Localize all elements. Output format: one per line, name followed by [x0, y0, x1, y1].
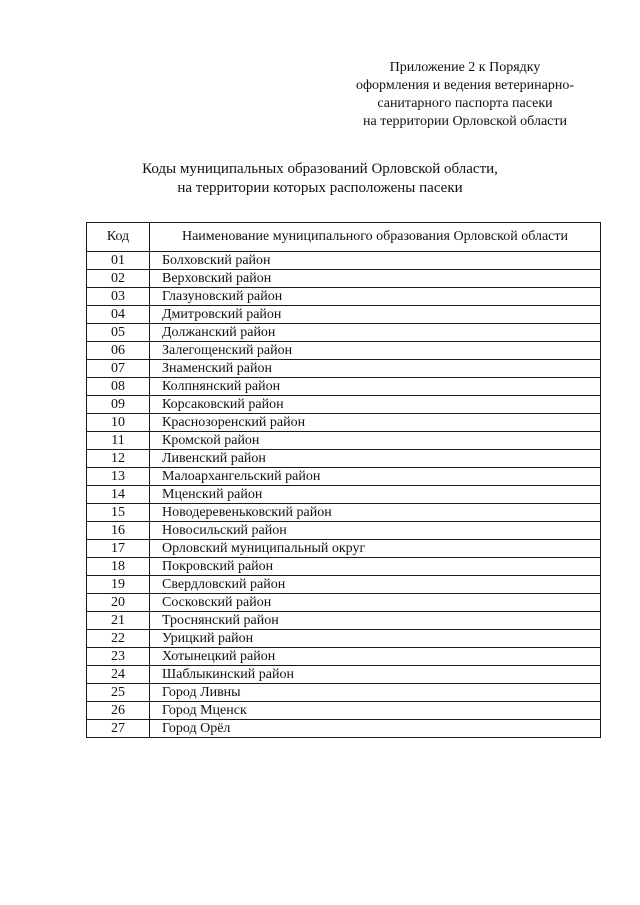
row-code: 07: [87, 360, 150, 378]
municipality-codes-table: [86, 222, 601, 738]
row-code: 25: [87, 684, 150, 702]
appendix-note: [330, 59, 600, 131]
table-row: [87, 720, 601, 738]
row-name: Свердловский район: [150, 576, 601, 594]
row-name: Новодеревеньковский район: [150, 504, 601, 522]
row-code: 02: [87, 270, 150, 288]
table-row: [87, 270, 601, 288]
row-code: 27: [87, 720, 150, 738]
table-row: [87, 450, 601, 468]
row-code: 13: [87, 468, 150, 486]
row-name: Ливенский район: [150, 450, 601, 468]
table-row: [87, 576, 601, 594]
row-name: Орловский муниципальный округ: [150, 540, 601, 558]
row-name: Дмитровский район: [150, 306, 601, 324]
row-code: 09: [87, 396, 150, 414]
row-name: Новосильский район: [150, 522, 601, 540]
table-row: [87, 288, 601, 306]
row-code: 08: [87, 378, 150, 396]
row-code: 05: [87, 324, 150, 342]
row-name: Знаменский район: [150, 360, 601, 378]
row-name: Троснянский район: [150, 612, 601, 630]
table-row: [87, 540, 601, 558]
appendix-line-2: оформления и ведения ветеринарно-: [355, 78, 575, 93]
table-row: [87, 702, 601, 720]
row-name: Урицкий район: [150, 630, 601, 648]
row-name: Краснозоренский район: [150, 414, 601, 432]
row-name: Покровский район: [150, 558, 601, 576]
row-code: 03: [87, 288, 150, 306]
table-row: [87, 522, 601, 540]
title-line-1: Коды муниципальных образований Орловской области,: [142, 161, 498, 177]
row-code: 26: [87, 702, 150, 720]
row-code: 24: [87, 666, 150, 684]
row-name: Город Ливны: [150, 684, 601, 702]
row-code: 04: [87, 306, 150, 324]
table-row: [87, 684, 601, 702]
row-code: 18: [87, 558, 150, 576]
table-row: [87, 324, 601, 342]
table-row: [87, 432, 601, 450]
header-name: Наименование муниципального образования Орловской области: [150, 223, 601, 252]
row-name: Город Мценск: [150, 702, 601, 720]
table-row: [87, 612, 601, 630]
table-row: [87, 414, 601, 432]
table-row: [87, 630, 601, 648]
row-name: Залегощенский район: [150, 342, 601, 360]
row-name: Кромской район: [150, 432, 601, 450]
row-name: Малоархангельский район: [150, 468, 601, 486]
table-row: [87, 468, 601, 486]
row-name: Глазуновский район: [150, 288, 601, 306]
row-code: 12: [87, 450, 150, 468]
row-code: 17: [87, 540, 150, 558]
table-header-row: [87, 223, 601, 252]
table-row: [87, 342, 601, 360]
table-row: [87, 306, 601, 324]
row-name: Хотынецкий район: [150, 648, 601, 666]
row-code: 10: [87, 414, 150, 432]
row-name: Корсаковский район: [150, 396, 601, 414]
row-code: 14: [87, 486, 150, 504]
row-code: 20: [87, 594, 150, 612]
document-title: [110, 160, 530, 198]
table-row: [87, 594, 601, 612]
table-row: [87, 396, 601, 414]
row-name: Сосковский район: [150, 594, 601, 612]
title-line-2: на территории которых расположены пасеки: [177, 180, 463, 196]
appendix-line-1: Приложение 2 к Порядку: [389, 60, 541, 75]
table-row: [87, 666, 601, 684]
table-row: [87, 360, 601, 378]
appendix-line-3: санитарного паспорта пасеки: [377, 96, 553, 111]
row-name: Должанский район: [150, 324, 601, 342]
row-name: Шаблыкинский район: [150, 666, 601, 684]
table-row: [87, 378, 601, 396]
table-row: [87, 252, 601, 270]
table-row: [87, 486, 601, 504]
table-row: [87, 558, 601, 576]
row-name: Верховский район: [150, 270, 601, 288]
row-code: 19: [87, 576, 150, 594]
table-row: [87, 504, 601, 522]
row-code: 16: [87, 522, 150, 540]
row-code: 15: [87, 504, 150, 522]
table-row: [87, 648, 601, 666]
row-code: 23: [87, 648, 150, 666]
row-code: 06: [87, 342, 150, 360]
row-code: 22: [87, 630, 150, 648]
header-code: Код: [87, 223, 150, 252]
row-code: 11: [87, 432, 150, 450]
row-name: Болховский район: [150, 252, 601, 270]
row-name: Мценский район: [150, 486, 601, 504]
row-code: 01: [87, 252, 150, 270]
appendix-line-4: на территории Орловской области: [363, 114, 567, 129]
row-name: Колпнянский район: [150, 378, 601, 396]
row-name: Город Орёл: [150, 720, 601, 738]
row-code: 21: [87, 612, 150, 630]
